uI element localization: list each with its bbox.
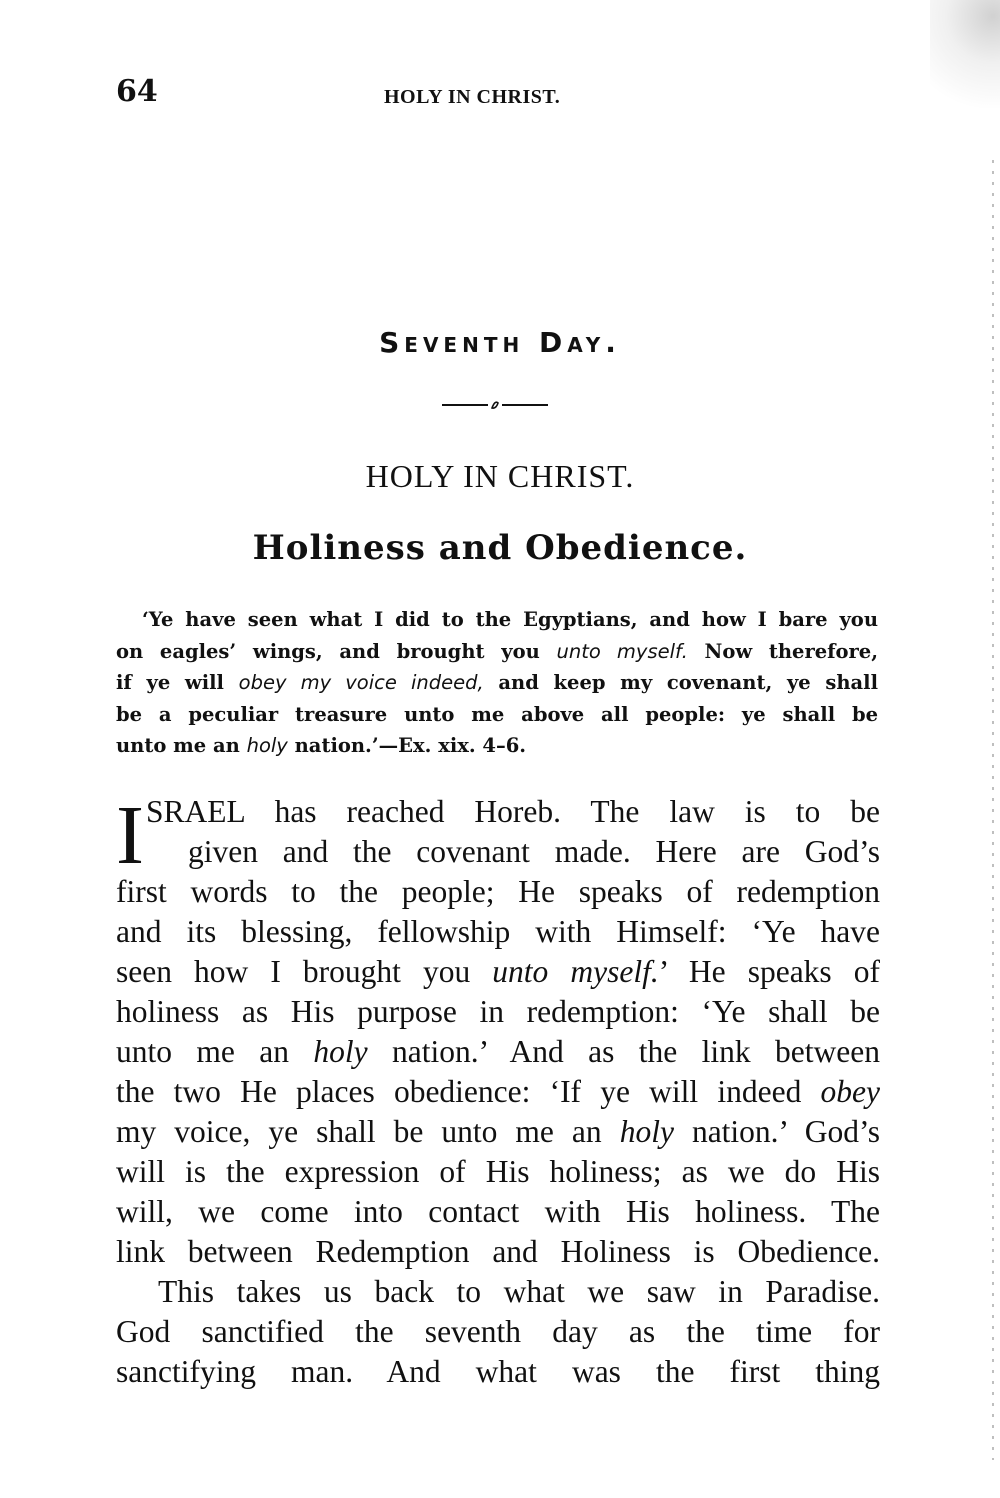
body-line: first words to the people; He speaks of redemption (116, 874, 880, 909)
ornament-divider (440, 398, 550, 412)
body-line: link between Redemption and Holiness is Obedience. (116, 1234, 880, 1269)
body-line: and its blessing, fellowship with Himself: ‘Ye have (116, 914, 880, 949)
epigraph (116, 604, 878, 762)
chapter-subtitle: Holiness and Obedience. (252, 528, 748, 568)
epigraph-line: unto me an holy nation.’—Ex. xix. 4–6. (116, 734, 527, 757)
body-line: unto me an holy nation.’ And as the link between (116, 1034, 880, 1069)
body-line: given and the covenant made. Here are God’s (188, 834, 880, 869)
page-speckle (930, 0, 1000, 160)
drop-cap: I (116, 789, 144, 882)
body-text (116, 789, 880, 1392)
page-number: 64 (116, 74, 158, 109)
body-line: God sanctified the seventh day as the time for (116, 1314, 880, 1349)
body-line: This takes us back to what we saw in Paradise. (158, 1274, 880, 1309)
body-line: SRAEL has reached Horeb. The law is to be (146, 794, 880, 829)
epigraph-line: be a peculiar treasure unto me above all people: ye shall be (116, 702, 878, 726)
epigraph-line: if ye will obey my voice indeed, and keep my covenant, ye shall (116, 671, 878, 694)
body-line: holiness as His purpose in redemption: ‘Ye shall be (116, 994, 880, 1029)
body-line: my voice, ye shall be unto me an holy nation.’ God’s (116, 1114, 880, 1149)
body-line: will, we come into contact with His holiness. The (116, 1194, 880, 1229)
body-line: will is the expression of His holiness; as we do His (116, 1154, 880, 1189)
body-line: the two He places obedience: ‘If ye will indeed obey (116, 1074, 880, 1109)
body-line: sanctifying man. And what was the first thing (116, 1354, 880, 1389)
epigraph-line: ‘Ye have seen what I did to the Egyptians, and how I bare you (142, 608, 878, 631)
section-title: Seventh Day. (379, 326, 621, 359)
chapter-title: HOLY IN CHRIST. (365, 458, 635, 494)
epigraph-line: on eagles’ wings, and brought you unto myself. Now therefore, (116, 639, 878, 663)
body-line: seen how I brought you unto myself.’ He speaks of (116, 954, 880, 989)
running-head: HOLY IN CHRIST. (384, 86, 561, 108)
